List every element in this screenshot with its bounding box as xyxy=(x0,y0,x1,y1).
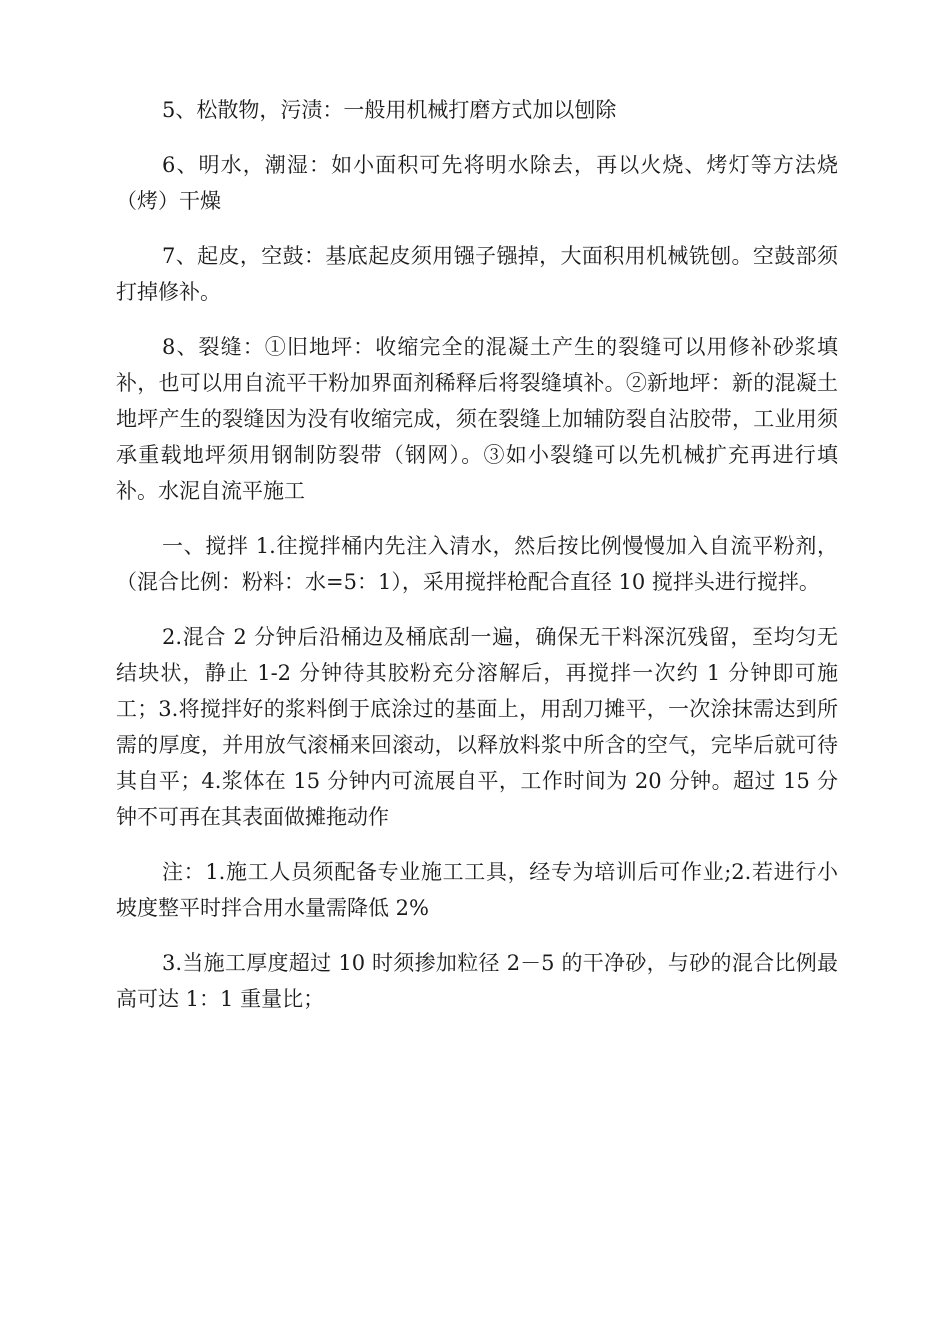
paragraph-mixing: 一、搅拌 1.往搅拌桶内先注入清水，然后按比例慢慢加入自流平粉剂，（混合比例：粉料：水=5：1），采用搅拌枪配合直径 10 搅拌头进行搅拌。 xyxy=(116,534,838,594)
paragraph-cracks: 8、裂缝：①旧地坪：收缩完全的混凝土产生的裂缝可以用修补砂浆填补，也可以用自流平干粉加界面剂稀释后将裂缝填补。②新地坪：新的混凝土地坪产生的裂缝因为没有收缩完成，须在裂缝上加辅防裂自沾胶带，工业用须承重载地坪须用钢制防裂带（钢网）。③如小裂缝可以先机械扩充再进行填补。水泥自流平施工 xyxy=(116,335,838,503)
document-body xyxy=(116,92,838,1036)
paragraph-application: 2.混合 2 分钟后沿桶边及桶底刮一遍，确保无干料深沉残留，至均匀无结块状，静止 1-2 分钟待其胶粉充分溶解后，再搅拌一次约 1 分钟即可施工；3.将搅拌好的浆料倒于底涂过的基面上，用刮刀摊平，一次涂抹需达到所需的厚度，并用放气滚桶来回滚动，以释放料浆中所含的空气，完毕后就可待其自平；4.浆体在 15 分钟内可流展自平，工作时间为 20 分钟。超过 15 分钟不可再在其表面做摊拖动作 xyxy=(116,625,838,829)
paragraph-loose-debris: 5、松散物，污渍：一般用机械打磨方式加以刨除 xyxy=(162,98,617,122)
paragraph-sand-ratio: 3.当施工厚度超过 10 时须掺加粒径 2－5 的干净砂，与砂的混合比例最高可达 1：1 重量比； xyxy=(116,951,838,1011)
paragraph-note: 注：1.施工人员须配备专业施工工具，经专为培训后可作业;2.若进行小坡度整平时拌合用水量需降低 2% xyxy=(116,860,838,920)
paragraph-standing-water: 6、明水，潮湿：如小面积可先将明水除去，再以火烧、烤灯等方法烧（烤）干燥 xyxy=(116,153,838,213)
paragraph-peeling-hollowing: 7、起皮，空鼓：基底起皮须用镪子镪掉，大面积用机械铣刨。空鼓部须打掉修补。 xyxy=(116,244,838,304)
